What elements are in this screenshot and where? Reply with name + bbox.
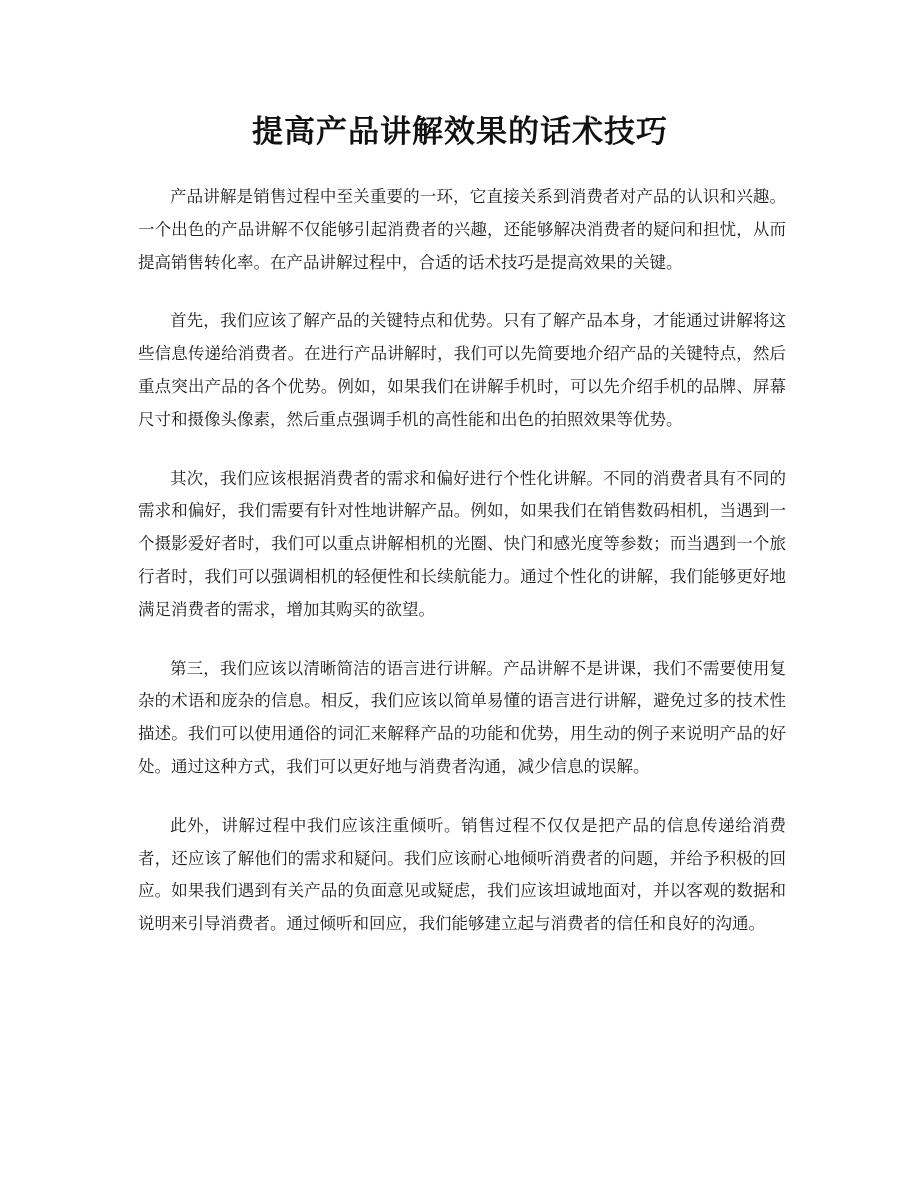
paragraph-4: 第三，我们应该以清晰简洁的语言进行讲解。产品讲解不是讲课，我们不需要使用复杂的术语和庞杂的信息。相反，我们应该以简单易懂的语言进行讲解，避免过多的技术性描述。我们可以使用通俗的词汇来解释产品的功能和优势，用生动的例子来说明产品的好处。通过这种方式，我们可以更好地与消费者沟通，减少信息的误解。 [138, 658, 786, 776]
document-title: 提高产品讲解效果的话术技巧 [252, 114, 668, 150]
document-body [138, 181, 786, 967]
paragraph-5: 此外，讲解过程中我们应该注重倾听。销售过程不仅仅是把产品的信息传递给消费者，还应该了解他们的需求和疑问。我们应该耐心地倾听消费者的问题，并给予积极的回应。如果我们遇到有关产品的负面意见或疑虑，我们应该坦诚地面对，并以客观的数据和说明来引导消费者。通过倾听和回应，我们能够建立起与消费者的信任和良好的沟通。 [138, 815, 786, 934]
paragraph-2: 首先，我们应该了解产品的关键特点和优势。只有了解产品本身，才能通过讲解将这些信息传递给消费者。在进行产品讲解时，我们可以先简要地介绍产品的关键特点，然后重点突出产品的各个优势。例如，如果我们在讲解手机时，可以先介绍手机的品牌、屏幕尺寸和摄像头像素，然后重点强调手机的高性能和出色的拍照效果等优势。 [138, 311, 786, 429]
paragraph-1: 产品讲解是销售过程中至关重要的一环，它直接关系到消费者对产品的认识和兴趣。一个出色的产品讲解不仅能够引起消费者的兴趣，还能够解决消费者的疑问和担忧，从而提高销售转化率。在产品讲解过程中，合适的话术技巧是提高效果的关键。 [138, 187, 786, 272]
paragraph-3: 其次，我们应该根据消费者的需求和偏好进行个性化讲解。不同的消费者具有不同的需求和偏好，我们需要有针对性地讲解产品。例如，如果我们在销售数码相机，当遇到一个摄影爱好者时，我们可以重点讲解相机的光圈、快门和感光度等参数；而当遇到一个旅行者时，我们可以强调相机的轻便性和长续航能力。通过个性化的讲解，我们能够更好地满足消费者的需求，增加其购买的欲望。 [138, 468, 786, 619]
